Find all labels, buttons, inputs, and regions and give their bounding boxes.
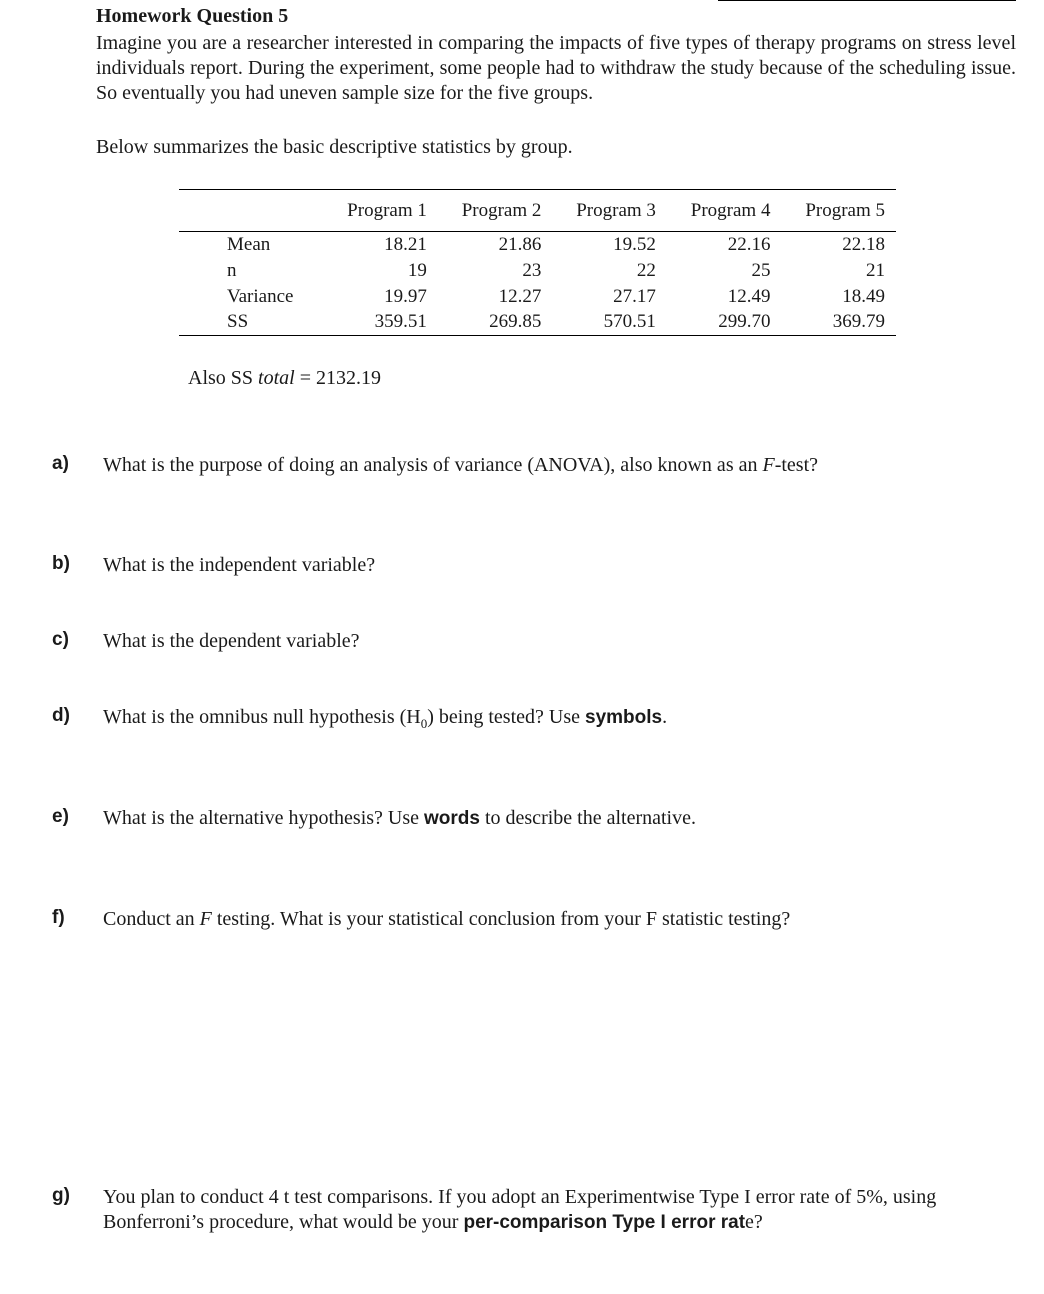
question-label: f) xyxy=(52,907,65,928)
table-row xyxy=(179,284,896,310)
table-row xyxy=(179,232,896,258)
question-a-text: What is the purpose of doing an analysis of variance (ANOVA), also known as an xyxy=(103,454,763,476)
question-d-after: . xyxy=(662,706,668,728)
table-cell: 369.79 xyxy=(781,310,896,336)
table-row xyxy=(179,258,896,284)
question-f-before: Conduct an xyxy=(103,908,200,930)
question-text: What is the dependent variable? xyxy=(103,630,360,652)
question-text xyxy=(103,907,1013,932)
table-cell: 570.51 xyxy=(552,310,667,336)
col-header: Program 2 xyxy=(438,190,553,232)
table-cell: 21.86 xyxy=(498,233,542,255)
question-e-after: to describe the alternative. xyxy=(479,807,696,829)
question-text xyxy=(103,806,1013,831)
ss-total-prefix: Also SS xyxy=(188,367,259,389)
table-cell: 12.49 xyxy=(727,285,771,307)
question-f-italic: F xyxy=(199,908,212,930)
question-text xyxy=(103,705,1013,736)
question-e-bold: words xyxy=(424,808,480,829)
question-f-after: testing. What is your statistical conclusion from your F statistic testing? xyxy=(211,908,791,930)
question-text xyxy=(103,453,1013,478)
scenario-text: Imagine you are a researcher interested in comparing the impacts of five types of therapy programs on stress level individuals report. During the experiment, some people had to withdraw the study because of the scheduling issue. So eventually you had uneven sample size for the five groups. xyxy=(96,32,1016,104)
question-text xyxy=(103,1185,1013,1235)
table-cell: 19.52 xyxy=(613,233,656,255)
table-cell: 23 xyxy=(522,259,542,281)
table-cell: 22.18 xyxy=(842,233,885,255)
table-cell: 22 xyxy=(636,259,656,281)
col-header: Program 5 xyxy=(781,190,896,232)
table-cell: 299.70 xyxy=(667,310,782,336)
table-cell: 22.16 xyxy=(727,233,771,255)
question-d-mid: ) being tested? Use xyxy=(427,706,585,728)
table-header-row xyxy=(179,190,896,232)
table-cell: 19 xyxy=(407,259,427,281)
descriptive-stats-table xyxy=(179,189,896,336)
question-label: e) xyxy=(52,806,69,827)
question-label: a) xyxy=(52,453,69,474)
col-header: Program 3 xyxy=(552,190,667,232)
question-g-before: You plan to conduct 4 t test comparisons. If you adopt an Experimentwise Type I error rate of 5%, using Bonferroni’s procedure, what would be your xyxy=(103,1186,937,1233)
row-label: SS xyxy=(179,310,323,336)
header-blank xyxy=(179,190,323,232)
table-cell: 18.21 xyxy=(384,233,427,255)
row-label: Variance xyxy=(227,285,294,307)
ss-total-italic: total xyxy=(258,367,295,389)
row-label: Mean xyxy=(227,233,271,255)
table-row xyxy=(179,310,896,336)
table-cell: 27.17 xyxy=(613,285,656,307)
table-intro: Below summarizes the basic descriptive statistics by group. xyxy=(96,136,573,158)
col-header: Program 4 xyxy=(667,190,782,232)
question-label: g) xyxy=(52,1185,70,1206)
question-label: d) xyxy=(52,705,70,726)
question-d-subscript: 0 xyxy=(420,716,428,731)
question-d-bold: symbols xyxy=(585,707,663,728)
question-title: Homework Question 5 xyxy=(96,5,289,27)
table-cell: 25 xyxy=(751,259,771,281)
ss-total-suffix: = 2132.19 xyxy=(294,367,381,389)
question-e-before: What is the alternative hypothesis? Use xyxy=(103,807,425,829)
table-cell: 269.85 xyxy=(438,310,553,336)
question-text: What is the independent variable? xyxy=(103,554,376,576)
table-cell: 12.27 xyxy=(498,285,542,307)
table-cell: 21 xyxy=(866,259,885,281)
table-cell: 359.51 xyxy=(323,310,438,336)
ss-total-note xyxy=(188,367,381,390)
question-a-after: -test? xyxy=(774,454,819,476)
question-a-italic: F xyxy=(762,454,775,476)
question-label: b) xyxy=(52,553,70,574)
col-header: Program 1 xyxy=(323,190,438,232)
row-label: n xyxy=(227,259,237,281)
table-cell: 19.97 xyxy=(384,285,427,307)
question-g-after: e? xyxy=(745,1211,763,1233)
table-cell: 18.49 xyxy=(842,285,885,307)
question-d-before: What is the omnibus null hypothesis (H xyxy=(103,706,421,728)
top-rule xyxy=(718,0,1016,1)
question-label: c) xyxy=(52,629,69,650)
question-g-bold: per-comparison Type I error rat xyxy=(463,1212,746,1233)
